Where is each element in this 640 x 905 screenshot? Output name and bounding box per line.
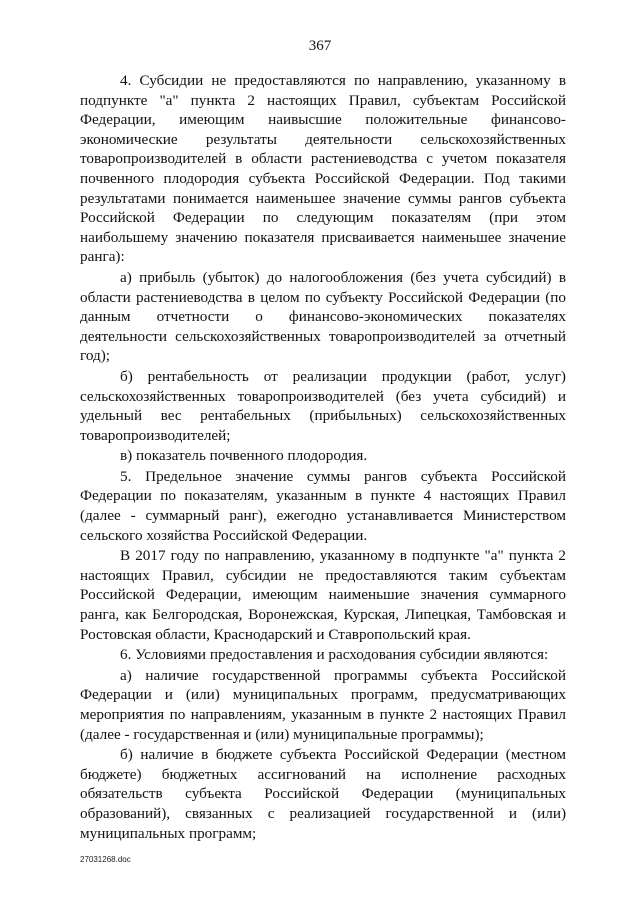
paragraph-4: 4. Субсидии не предоставляются по направлению, указанному в подпункте "а" пункта 2 настоящих Правил, субъектам Российской Федерации, имеющим наивысшие положительные финансово-экономические результаты деятельности сельскохозяйственных товаропроизводителей в области растениеводства с учетом показателя почвенного плодородия субъекта Российской Федерации. Под такими результатами понимается наименьшее значение суммы рангов субъекта Российской Федерации по следующим показателям (при этом наибольшему значению показателя присваивается наименьшее значение ранга): bbox=[80, 72, 566, 266]
paragraph-5: 5. Предельное значение суммы рангов субъекта Российской Федерации по показателям, указанным в пункте 4 настоящих Правил (далее - суммарный ранг), ежегодно устанавливается Министерством сельского хозяйства Российской Федерации. bbox=[80, 467, 566, 544]
paragraph-6a: а) наличие государственной программы субъекта Российской Федерации и (или) муниципальных программ, предусматривающих мероприятия по направлениям, указанным в пункте 2 настоящих Правил (далее - государственная и (или) муниципальные программы); bbox=[80, 666, 566, 743]
page-number: 367 bbox=[308, 38, 332, 54]
document-body bbox=[80, 71, 566, 843]
paragraph-6b: б) наличие в бюджете субъекта Российской Федерации (местном бюджете) бюджетных ассигнований на исполнение расходных обязательств субъекта Российской Федерации (муниципальных образований), связанных с реализацией государственной и (или) муниципальных программ; bbox=[80, 746, 566, 842]
file-name-footer: 27031268.doc bbox=[80, 855, 131, 864]
paragraph-6: 6. Условиями предоставления и расходования субсидии являются: bbox=[120, 646, 549, 664]
paragraph-5-2017: В 2017 году по направлению, указанному в подпункте "а" пункта 2 настоящих Правил, субсидии не предоставляются таким субъектам Российской Федерации, имеющим наименьшие значения суммарного ранга, как Белгородская, Воронежская, Курская, Липецкая, Тамбовская и Ростовская области, Краснодарский и Ставропольский края. bbox=[80, 547, 566, 643]
paragraph-4b: б) рентабельность от реализации продукции (работ, услуг) сельскохозяйственных товаропроизводителей (без учета субсидий) и удельный вес рентабельных (прибыльных) сельскохозяйственных товаропроизводителей; bbox=[80, 367, 566, 444]
paragraph-4v: в) показатель почвенного плодородия. bbox=[120, 447, 368, 465]
paragraph-4a: а) прибыль (убыток) до налогообложения (без учета субсидий) в области растениеводства в целом по субъекту Российской Федерации (по данным отчетности о финансово-экономических показателях деятельности сельскохозяйственных товаропроизводителей за отчетный год); bbox=[80, 268, 566, 365]
